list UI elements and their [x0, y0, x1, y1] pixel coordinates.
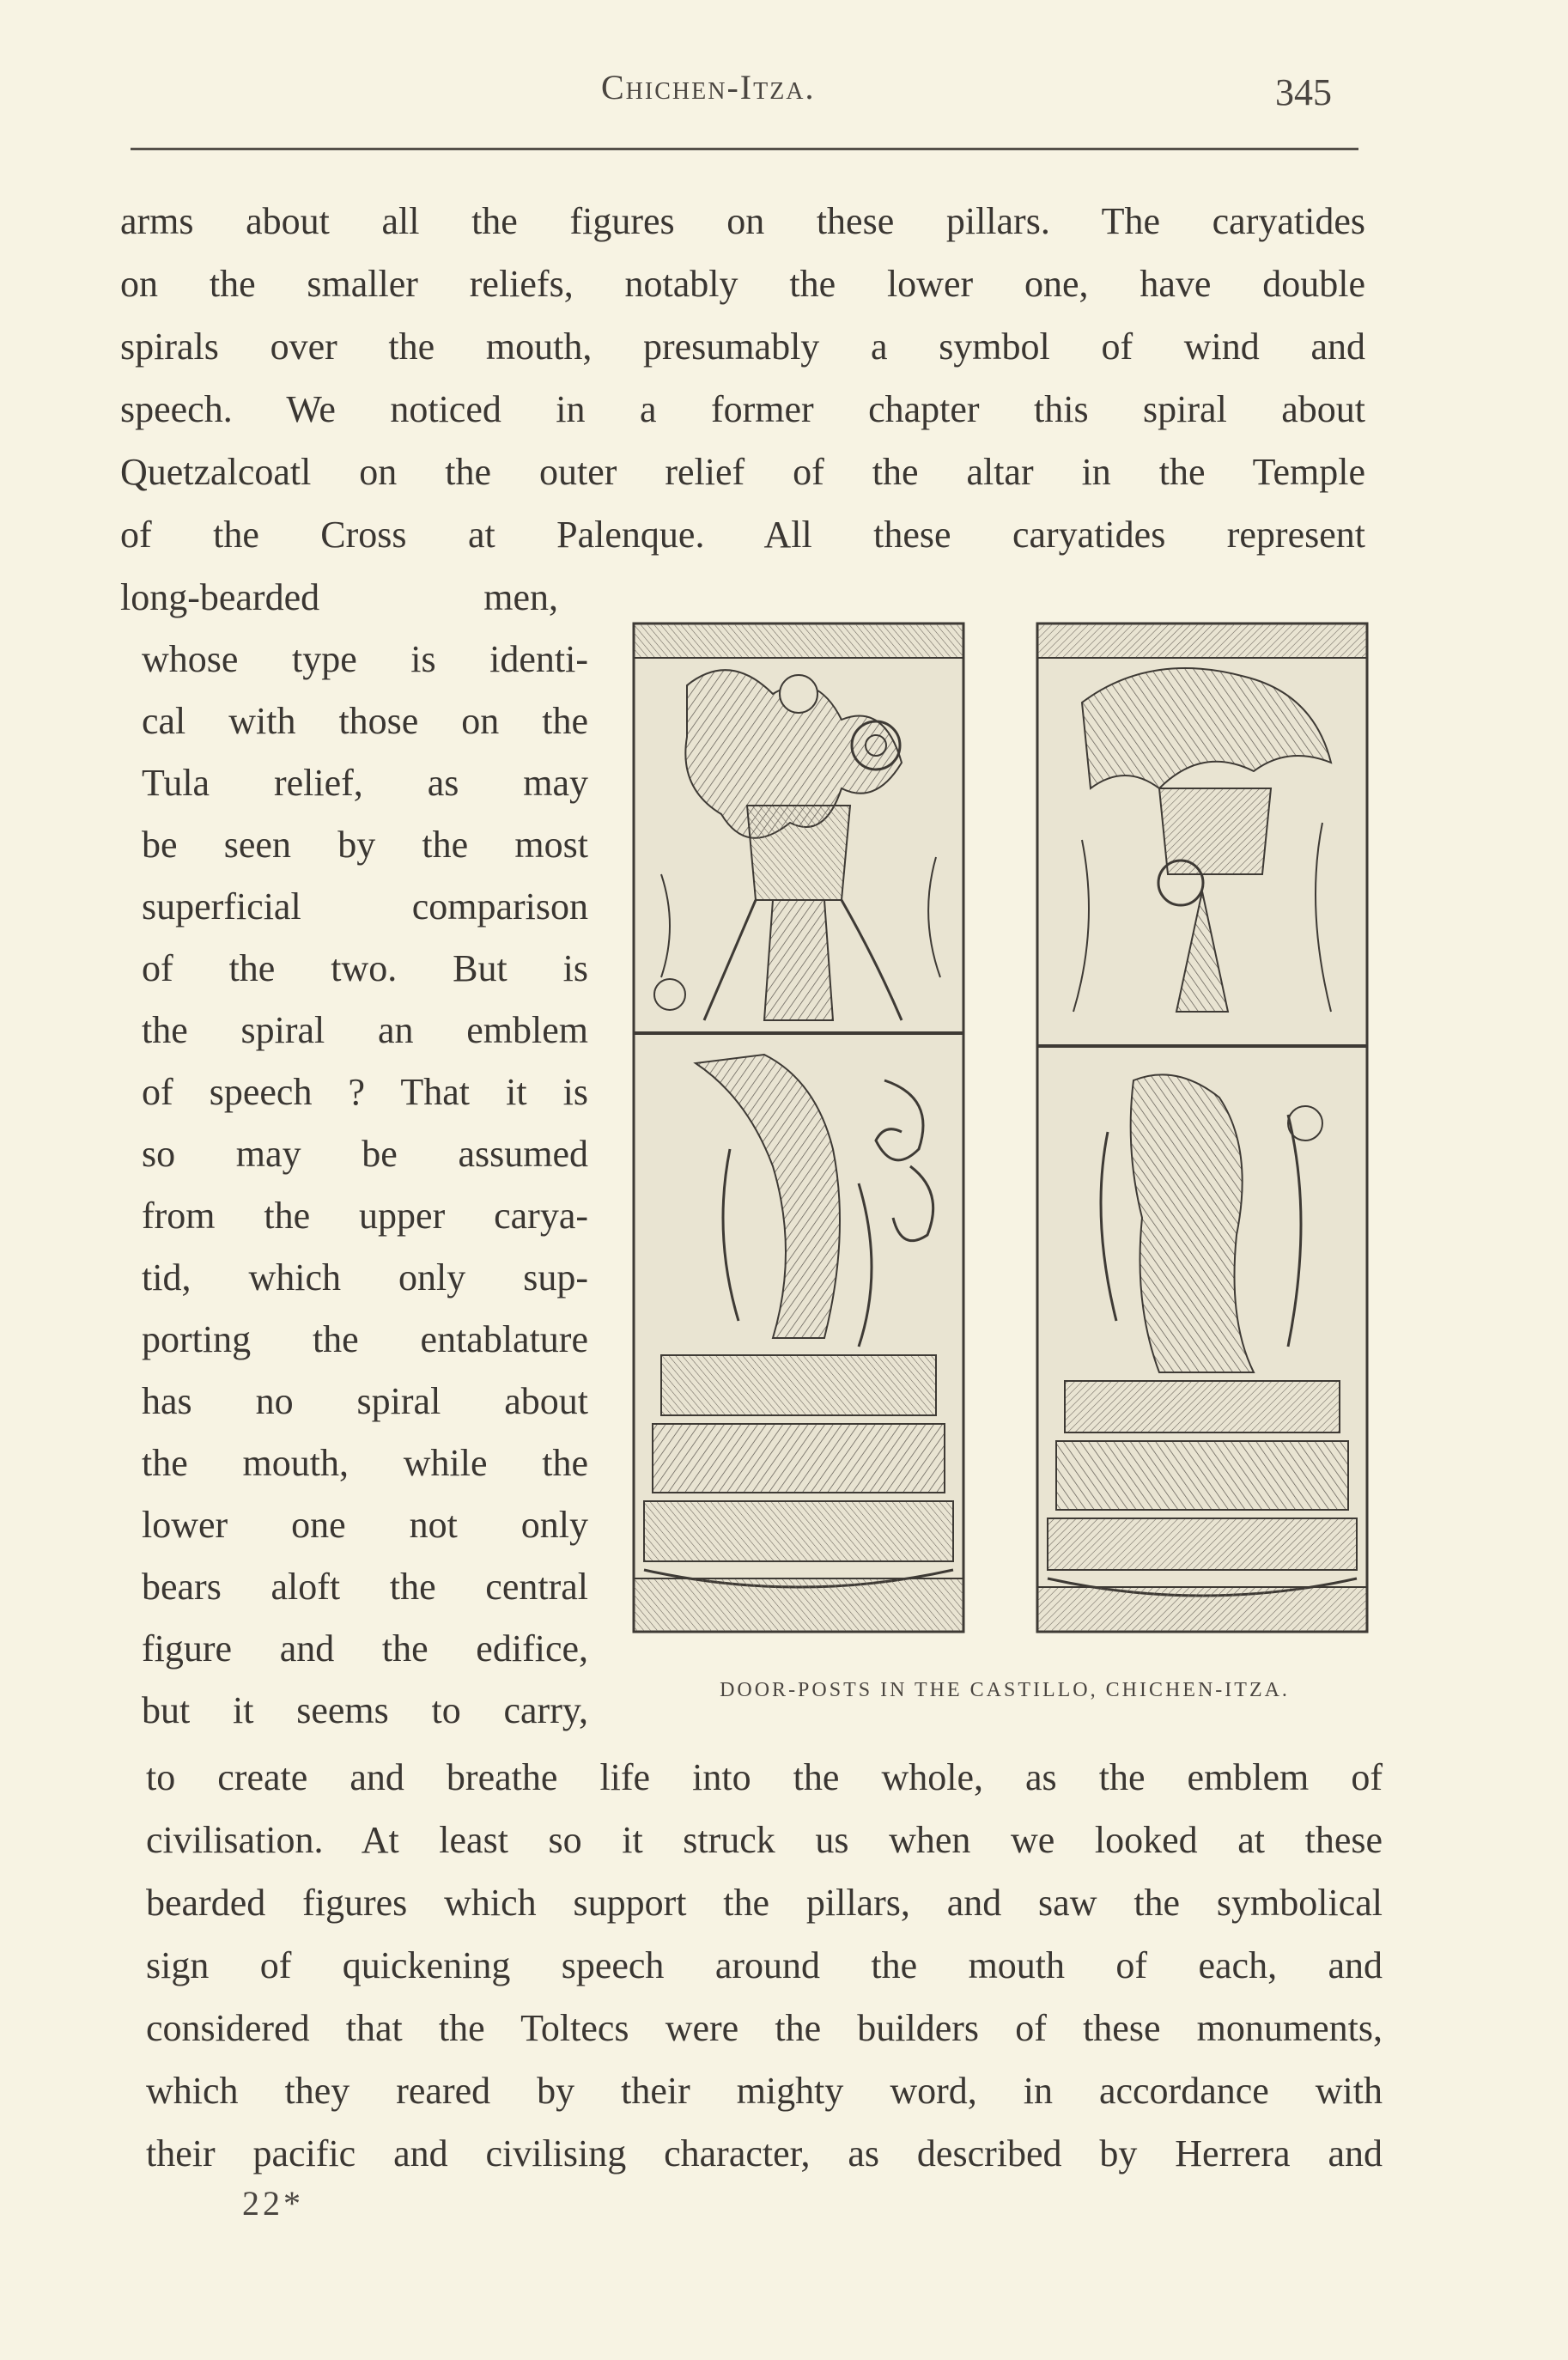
text-line: long-bearded men,	[120, 576, 558, 618]
text-line: cal with those on the	[142, 700, 588, 742]
text-line: arms about all the figures on these pillars. The caryatides	[120, 200, 1365, 242]
header-rule	[131, 148, 1358, 150]
text-line: civilisation. At least so it struck us when we looked at these	[146, 1819, 1383, 1861]
text-line: so may be assumed	[142, 1133, 588, 1175]
text-line: sign of quickening speech around the mouth of each, and	[146, 1944, 1383, 1986]
text-line: porting the entablature	[142, 1318, 588, 1360]
text-line: the spiral an emblem	[142, 1009, 588, 1051]
text-line: speech. We noticed in a former chapter this spiral about	[120, 388, 1365, 430]
text-line: be seen by the most	[142, 824, 588, 866]
text-line: the mouth, while the	[142, 1442, 588, 1484]
signature-mark: 22*	[242, 2184, 304, 2223]
text-line: whose type is identi-	[142, 638, 588, 680]
text-line: of speech ? That it is	[142, 1071, 588, 1113]
text-line: of the Cross at Palenque. All these caryatides represent	[120, 514, 1365, 556]
text-line: bearded figures which support the pillars, and saw the symbolical	[146, 1882, 1383, 1924]
text-line: Tula relief, as may	[142, 762, 588, 804]
running-title: Chichen-Itza.	[601, 68, 816, 106]
page-number: 345	[1275, 71, 1332, 113]
right-door-post-illustration	[1030, 617, 1374, 1639]
text-line: lower one not only	[142, 1504, 588, 1546]
text-line: which they reared by their mighty word, in accordance with	[146, 2070, 1383, 2112]
text-line: but it seems to carry,	[142, 1689, 588, 1731]
text-line: to create and breathe life into the whole, as the emblem of	[146, 1756, 1383, 1798]
text-line: Quetzalcoatl on the outer relief of the altar in the Temple	[120, 451, 1365, 493]
text-line: on the smaller reliefs, notably the lower one, have double	[120, 263, 1365, 305]
text-line: from the upper carya-	[142, 1195, 588, 1237]
text-line: bears aloft the central	[142, 1566, 588, 1608]
text-line: considered that the Toltecs were the builders of these monuments,	[146, 2007, 1383, 2049]
text-line: of the two. But is	[142, 947, 588, 989]
door-posts-illustration	[618, 601, 1374, 1649]
text-line: tid, which only sup-	[142, 1256, 588, 1299]
text-line: figure and the edifice,	[142, 1627, 588, 1670]
text-line: their pacific and civilising character, as described by Herrera and	[146, 2132, 1383, 2174]
text-line: has no spiral about	[142, 1380, 588, 1422]
text-line: superficial comparison	[142, 885, 588, 928]
figure-caption: DOOR-POSTS IN THE CASTILLO, CHICHEN-ITZA.	[720, 1679, 1290, 1701]
left-door-post-illustration	[627, 617, 970, 1639]
text-line: spirals over the mouth, presumably a symbol of wind and	[120, 325, 1365, 368]
